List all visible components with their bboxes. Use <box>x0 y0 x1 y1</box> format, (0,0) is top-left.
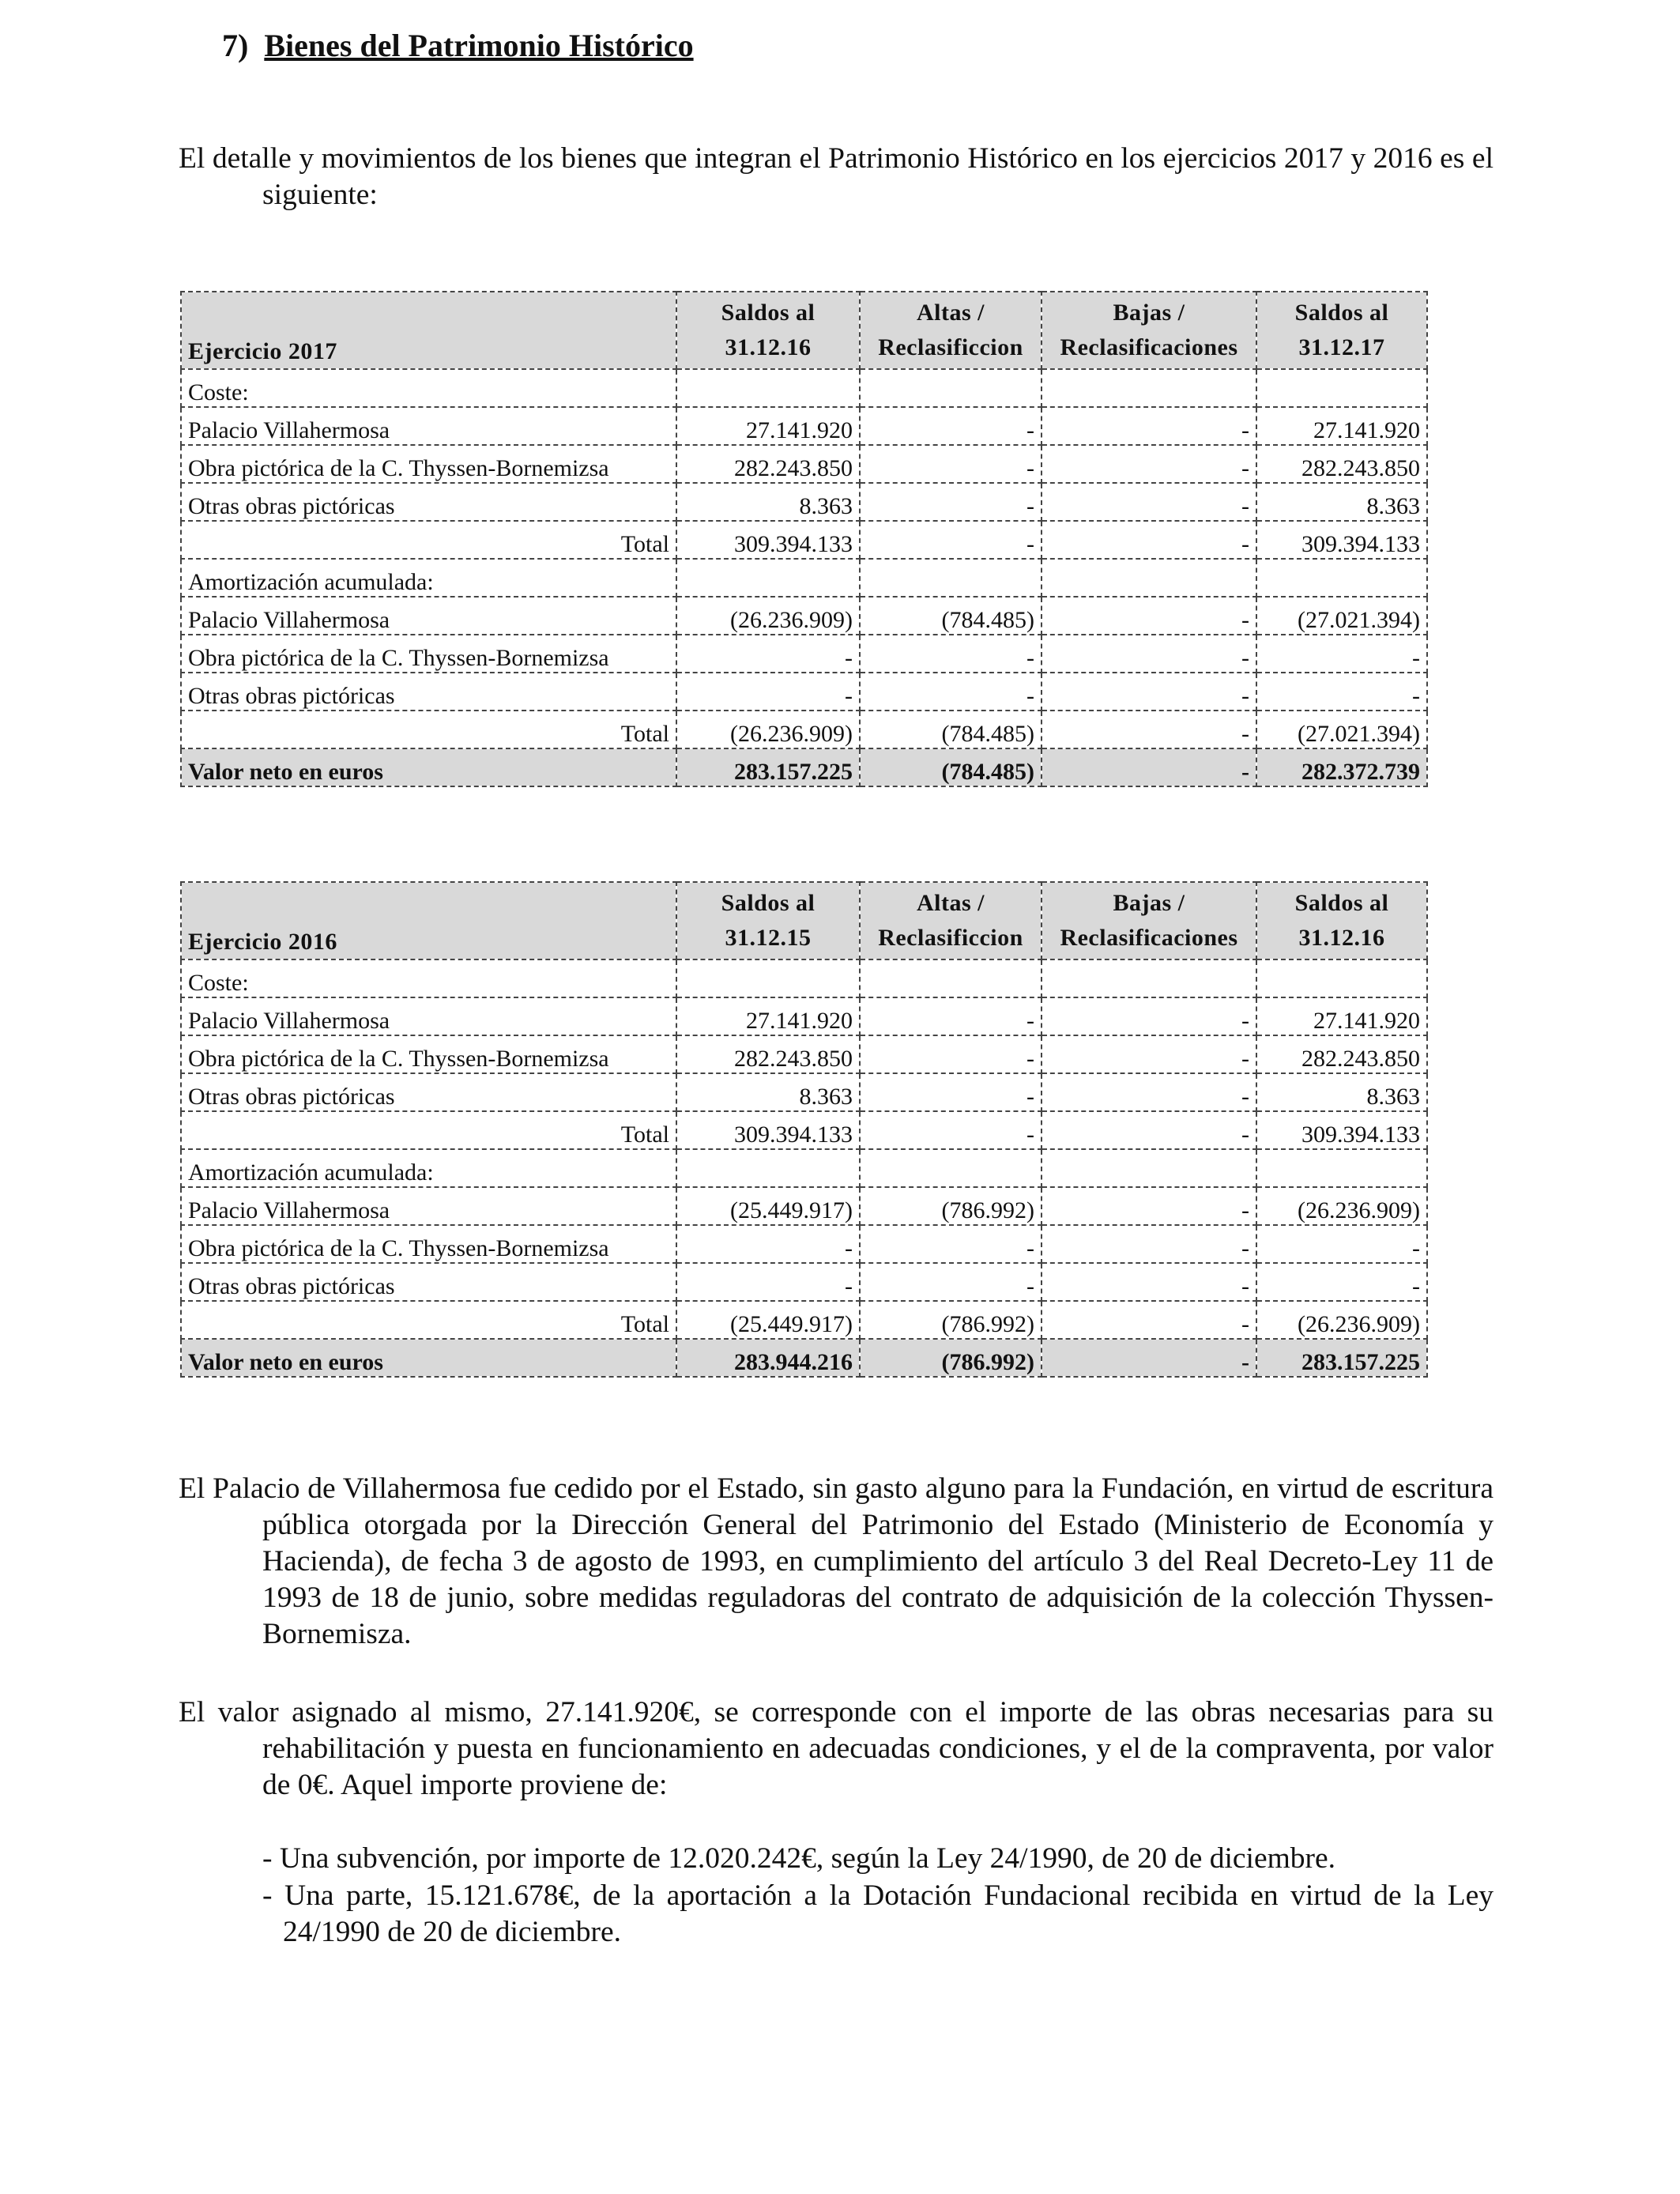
row-value: - <box>676 673 860 711</box>
row-value <box>1042 369 1256 407</box>
row-label: Obra pictórica de la C. Thyssen-Bornemizsa <box>181 1225 676 1263</box>
row-value: (27.021.394) <box>1256 597 1427 635</box>
bullet-subvencion: - Una subvención, por importe de 12.020.242€, según la Ley 24/1990, de 20 de diciembre. <box>262 1842 1336 1875</box>
row-value <box>860 959 1042 997</box>
row-value: - <box>860 1111 1042 1149</box>
row-value: - <box>1042 1301 1256 1339</box>
table-row <box>181 997 1427 1035</box>
header-label: Ejercicio 2016 <box>181 882 676 959</box>
row-value: 309.394.133 <box>676 521 860 559</box>
row-value: 282.243.850 <box>676 1035 860 1073</box>
row-value <box>860 369 1042 407</box>
row-value: - <box>1042 1225 1256 1263</box>
row-label: Total <box>181 1301 676 1339</box>
row-value: - <box>1256 1263 1427 1301</box>
row-value: 282.243.850 <box>1256 1035 1427 1073</box>
net-value: - <box>1042 1339 1256 1377</box>
table-2016 <box>180 881 1428 1378</box>
row-value <box>1042 559 1256 597</box>
row-value: - <box>1256 635 1427 673</box>
net-value: 282.372.739 <box>1256 748 1427 786</box>
net-value: 283.944.216 <box>676 1339 860 1377</box>
row-label: Coste: <box>181 369 676 407</box>
row-value: - <box>860 1035 1042 1073</box>
row-value: - <box>860 521 1042 559</box>
net-value-row <box>181 748 1427 786</box>
row-value: - <box>1042 711 1256 748</box>
row-value: (784.485) <box>860 597 1042 635</box>
row-value <box>1042 959 1256 997</box>
table-header-row <box>181 292 1427 369</box>
row-label: Otras obras pictóricas <box>181 1263 676 1301</box>
header-col-opening: Saldos al 31.12.15 <box>676 882 860 959</box>
row-value: - <box>860 997 1042 1035</box>
table-row <box>181 1263 1427 1301</box>
row-value: - <box>1042 1187 1256 1225</box>
row-value: 27.141.920 <box>676 997 860 1035</box>
header-col-disposals: Bajas / Reclasificaciones <box>1042 292 1256 369</box>
row-value <box>1256 959 1427 997</box>
row-value: 8.363 <box>1256 1073 1427 1111</box>
row-label: Obra pictórica de la C. Thyssen-Bornemizsa <box>181 1035 676 1073</box>
row-value: 309.394.133 <box>676 1111 860 1149</box>
row-label: Coste: <box>181 959 676 997</box>
row-value: (25.449.917) <box>676 1301 860 1339</box>
row-label: Palacio Villahermosa <box>181 997 676 1035</box>
net-value: - <box>1042 748 1256 786</box>
table-row <box>181 1035 1427 1073</box>
net-value-row <box>181 1339 1427 1377</box>
row-value: 27.141.920 <box>676 407 860 445</box>
header-col-disposals: Bajas / Reclasificaciones <box>1042 882 1256 959</box>
row-value: - <box>1042 407 1256 445</box>
table-row <box>181 483 1427 521</box>
header-col-opening: Saldos al 31.12.16 <box>676 292 860 369</box>
row-value <box>1256 559 1427 597</box>
row-value: - <box>676 1263 860 1301</box>
table-row <box>181 1225 1427 1263</box>
row-value <box>676 1149 860 1187</box>
row-label: Palacio Villahermosa <box>181 597 676 635</box>
table-row <box>181 597 1427 635</box>
table-row <box>181 673 1427 711</box>
row-value: - <box>676 1225 860 1263</box>
row-value: 309.394.133 <box>1256 521 1427 559</box>
row-value: - <box>1042 635 1256 673</box>
net-label: Valor neto en euros <box>181 748 676 786</box>
section-title: Bienes del Patrimonio Histórico <box>264 28 694 63</box>
row-value <box>1256 1149 1427 1187</box>
row-value: - <box>860 483 1042 521</box>
row-value: - <box>1042 1035 1256 1073</box>
row-value <box>676 369 860 407</box>
row-value: - <box>1042 1111 1256 1149</box>
section-heading <box>222 27 694 64</box>
row-value: 8.363 <box>676 1073 860 1111</box>
table-row <box>181 1111 1427 1149</box>
table-row <box>181 959 1427 997</box>
row-value: 27.141.920 <box>1256 407 1427 445</box>
table-row <box>181 369 1427 407</box>
row-value: - <box>860 1073 1042 1111</box>
row-value: - <box>1042 597 1256 635</box>
row-value: 282.243.850 <box>1256 445 1427 483</box>
row-label: Total <box>181 711 676 748</box>
row-value: 27.141.920 <box>1256 997 1427 1035</box>
row-value: - <box>860 635 1042 673</box>
row-value: (784.485) <box>860 711 1042 748</box>
row-label: Obra pictórica de la C. Thyssen-Bornemizsa <box>181 445 676 483</box>
row-label: Otras obras pictóricas <box>181 1073 676 1111</box>
header-col-additions: Altas / Reclasificcion <box>860 882 1042 959</box>
table-row <box>181 559 1427 597</box>
row-value: 8.363 <box>676 483 860 521</box>
row-label: Total <box>181 521 676 559</box>
intro-paragraph: El detalle y movimientos de los bienes que integran el Patrimonio Histórico en los ejercicios 2017 y 2016 es el siguiente: <box>179 142 1494 211</box>
net-value: 283.157.225 <box>676 748 860 786</box>
section-number: 7) <box>222 28 249 63</box>
row-value: (26.236.909) <box>676 597 860 635</box>
table-row <box>181 711 1427 748</box>
row-value: (26.236.909) <box>1256 1187 1427 1225</box>
row-value: - <box>860 1263 1042 1301</box>
row-label: Total <box>181 1111 676 1149</box>
header-col-additions: Altas / Reclasificcion <box>860 292 1042 369</box>
row-value: - <box>1256 1225 1427 1263</box>
table-header-row <box>181 882 1427 959</box>
row-value: - <box>1042 445 1256 483</box>
header-col-closing: Saldos al 31.12.16 <box>1256 882 1427 959</box>
row-value: - <box>676 635 860 673</box>
row-label: Obra pictórica de la C. Thyssen-Bornemizsa <box>181 635 676 673</box>
row-value: - <box>1042 521 1256 559</box>
row-value: - <box>860 1225 1042 1263</box>
row-value: - <box>1042 997 1256 1035</box>
table-row <box>181 407 1427 445</box>
row-value: (786.992) <box>860 1301 1042 1339</box>
row-label: Palacio Villahermosa <box>181 407 676 445</box>
row-value: (26.236.909) <box>676 711 860 748</box>
row-label: Otras obras pictóricas <box>181 673 676 711</box>
header-col-closing: Saldos al 31.12.17 <box>1256 292 1427 369</box>
row-value: (25.449.917) <box>676 1187 860 1225</box>
table-row <box>181 1149 1427 1187</box>
table-row <box>181 635 1427 673</box>
row-value: - <box>860 407 1042 445</box>
row-value <box>1042 1149 1256 1187</box>
row-value: - <box>1042 1073 1256 1111</box>
row-label: Amortización acumulada: <box>181 559 676 597</box>
paragraph-valor: El valor asignado al mismo, 27.141.920€, se corresponde con el importe de las obras necesarias para su rehabilitación y puesta en funcionamiento en adecuadas condiciones, y el de la compraventa, por valor de 0€. Aquel importe proviene de: <box>179 1696 1494 1801</box>
row-value: - <box>1042 1263 1256 1301</box>
row-value <box>676 559 860 597</box>
row-value <box>1256 369 1427 407</box>
table-row <box>181 1187 1427 1225</box>
row-value: - <box>860 445 1042 483</box>
row-value: 282.243.850 <box>676 445 860 483</box>
net-value: (784.485) <box>860 748 1042 786</box>
row-value <box>860 559 1042 597</box>
table-row <box>181 1301 1427 1339</box>
bullet-dotacion: - Una parte, 15.121.678€, de la aportación a la Dotación Fundacional recibida en virtud de la Ley 24/1990 de 20 de diciembre. <box>262 1879 1494 1948</box>
header-label: Ejercicio 2017 <box>181 292 676 369</box>
row-label: Palacio Villahermosa <box>181 1187 676 1225</box>
row-label: Otras obras pictóricas <box>181 483 676 521</box>
row-value <box>860 1149 1042 1187</box>
net-value: (786.992) <box>860 1339 1042 1377</box>
table-row <box>181 1073 1427 1111</box>
net-label: Valor neto en euros <box>181 1339 676 1377</box>
row-value: - <box>860 673 1042 711</box>
table-row <box>181 445 1427 483</box>
table-row <box>181 521 1427 559</box>
row-value: 8.363 <box>1256 483 1427 521</box>
row-value: (786.992) <box>860 1187 1042 1225</box>
table-2017 <box>180 291 1428 787</box>
row-value: - <box>1256 673 1427 711</box>
row-value: (26.236.909) <box>1256 1301 1427 1339</box>
row-value: (27.021.394) <box>1256 711 1427 748</box>
net-value: 283.157.225 <box>1256 1339 1427 1377</box>
paragraph-palacio: El Palacio de Villahermosa fue cedido por el Estado, sin gasto alguno para la Fundación, en virtud de escritura pública otorgada por la Dirección General del Patrimonio del Estado (Ministerio de Economía y Hacienda), de fecha 3 de agosto de 1993, en cumplimiento del artículo 3 del Real Decreto-Ley 11 de 1993 de 18 de junio, sobre medidas reguladoras del contrato de adquisición de la colección Thyssen-Bornemisza. <box>179 1472 1494 1650</box>
row-value <box>676 959 860 997</box>
row-value: 309.394.133 <box>1256 1111 1427 1149</box>
row-value: - <box>1042 673 1256 711</box>
row-value: - <box>1042 483 1256 521</box>
row-label: Amortización acumulada: <box>181 1149 676 1187</box>
